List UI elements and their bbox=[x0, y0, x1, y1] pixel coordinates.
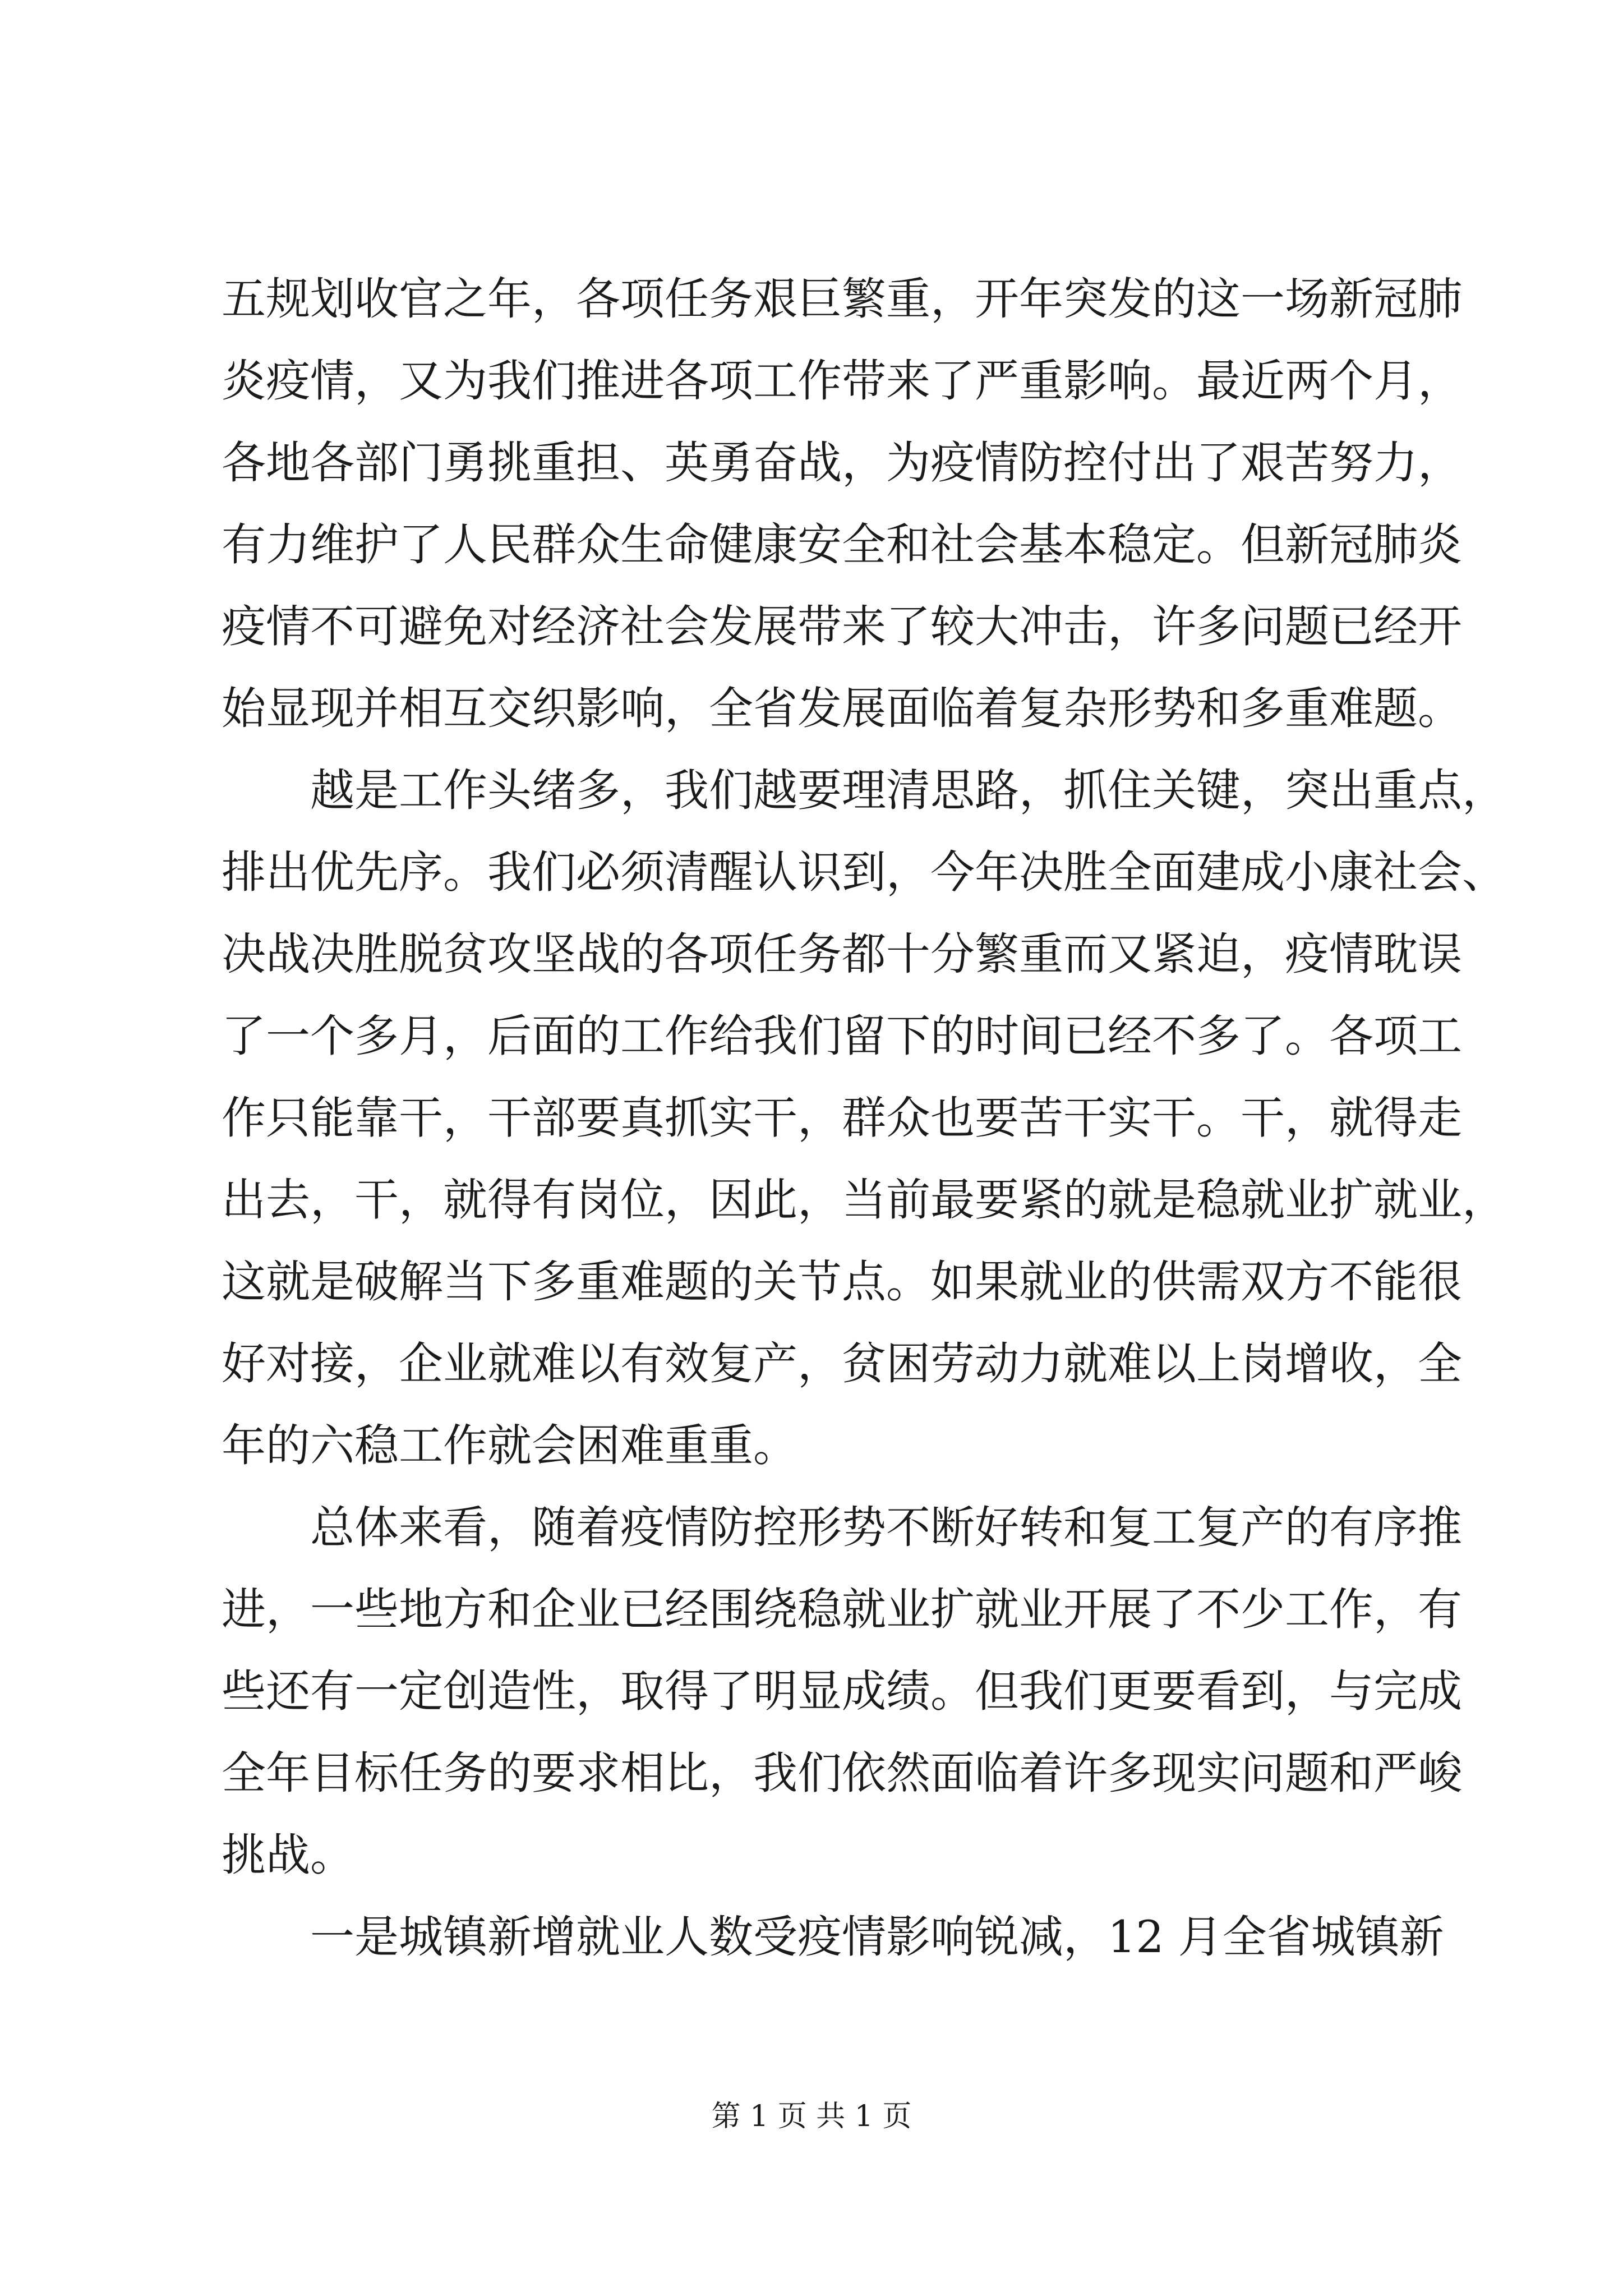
text-line: 炎疫情，又为我们推进各项工作带来了严重影响。最近两个月， bbox=[222, 355, 1462, 407]
text-line: 作只能靠干，干部要真抓实干，群众也要苦干实干。干，就得走 bbox=[222, 1092, 1462, 1144]
text-line: 年的六稳工作就会困难重重。 bbox=[222, 1420, 797, 1471]
text-line: 越是工作头绪多，我们越要理清思路，抓住关键，突出重点， bbox=[310, 765, 1506, 816]
text-line: 五规划收官之年，各项任务艰巨繁重，开年突发的这一场新冠肺 bbox=[222, 273, 1462, 325]
body-text bbox=[222, 258, 1506, 1978]
paragraph bbox=[222, 1487, 1462, 1896]
text-line: 一是城镇新增就业人数受疫情影响锐减，12 月全省城镇新 bbox=[310, 1911, 1444, 1963]
text-line: 这就是破解当下多重难题的关节点。如果就业的供需双方不能很 bbox=[222, 1256, 1462, 1308]
paragraph bbox=[222, 1896, 1444, 1978]
text-line: 进，一些地方和企业已经围绕稳就业扩就业开展了不少工作，有 bbox=[222, 1584, 1462, 1635]
text-line: 总体来看，随着疫情防控形势不断好转和复工复产的有序推 bbox=[310, 1502, 1462, 1553]
text-line: 挑战。 bbox=[222, 1829, 354, 1881]
text-line: 全年目标任务的要求相比，我们依然面临着许多现实问题和严峻 bbox=[222, 1747, 1462, 1799]
text-line: 排出优先序。我们必须清醒认识到，今年决胜全面建成小康社会、 bbox=[222, 846, 1506, 898]
text-line: 了一个多月，后面的工作给我们留下的时间已经不多了。各项工 bbox=[222, 1010, 1462, 1062]
text-line: 各地各部门勇挑重担、英勇奋战，为疫情防控付出了艰苦努力， bbox=[222, 437, 1462, 489]
text-line: 始显现并相互交织影响，全省发展面临着复杂形势和多重难题。 bbox=[222, 683, 1462, 734]
text-line: 出去，干，就得有岗位，因此，当前最要紧的就是稳就业扩就业， bbox=[222, 1174, 1506, 1226]
paragraph bbox=[222, 258, 1462, 749]
paragraph bbox=[222, 749, 1506, 1487]
text-line: 些还有一定创造性，取得了明显成绩。但我们更要看到，与完成 bbox=[222, 1665, 1462, 1717]
text-line: 好对接，企业就难以有效复产，贫困劳动力就难以上岗增收，全 bbox=[222, 1338, 1462, 1389]
page-footer bbox=[0, 2097, 1623, 2136]
text-line: 疫情不可避免对经济社会发展带来了较大冲击，许多问题已经开 bbox=[222, 601, 1462, 652]
text-line: 有力维护了人民群众生命健康安全和社会基本稳定。但新冠肺炎 bbox=[222, 519, 1462, 570]
text-line: 决战决胜脱贫攻坚战的各项任务都十分繁重而又紧迫，疫情耽误 bbox=[222, 928, 1462, 980]
page-number-label: 第 1 页 共 1 页 bbox=[711, 2100, 912, 2133]
